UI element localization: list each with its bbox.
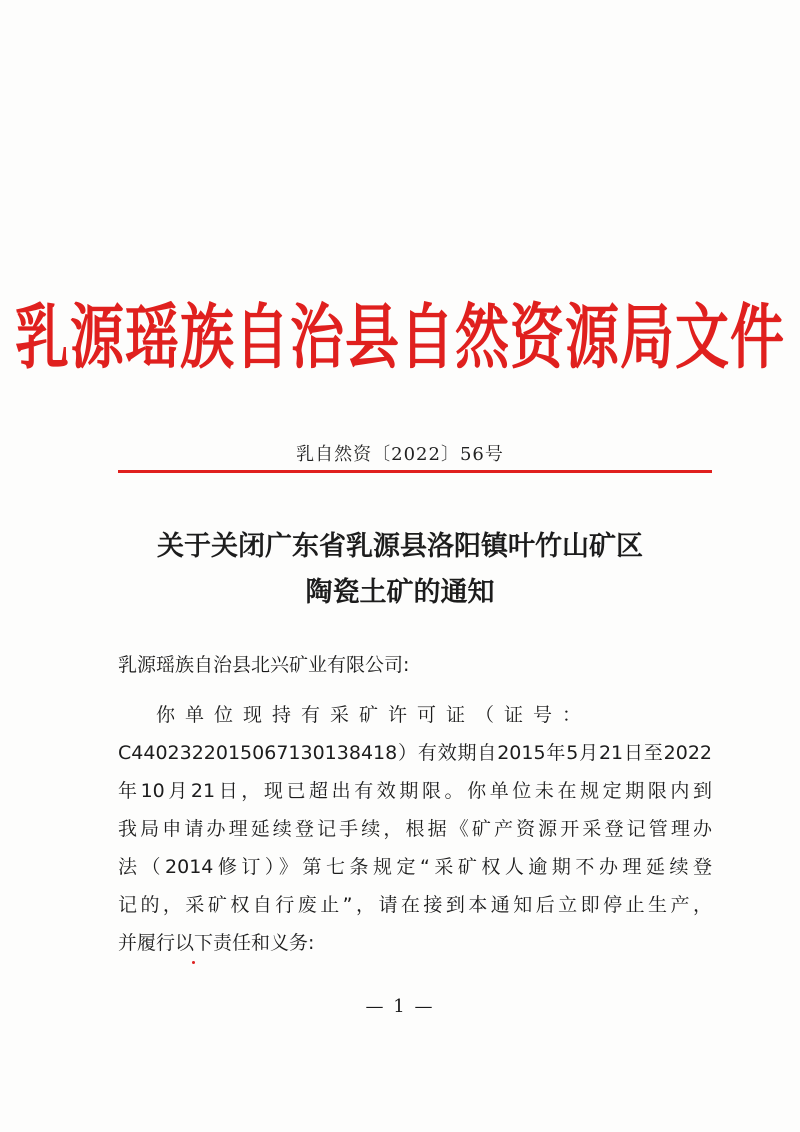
body-line: 并履行以下责任和义务: xyxy=(118,932,315,954)
body-line: 我局申请办理延续登记手续，根据《矿产资源开采登记管理办 xyxy=(118,818,712,840)
notice-title-line-2: 陶瓷土矿的通知 xyxy=(305,577,495,608)
body-line: 法（2014修订）》第七条规定“采矿权人逾期不办理延续登 xyxy=(118,856,712,878)
red-divider-line xyxy=(118,470,712,473)
body-line: 记的，采矿权自行废止”，请在接到本通知后立即停止生产， xyxy=(118,894,712,916)
addressee: 乳源瑶族自治县北兴矿业有限公司: xyxy=(118,654,410,676)
document-number: 乳自然资〔2022〕56号 xyxy=(296,444,504,465)
notice-title xyxy=(0,524,800,616)
ink-speck xyxy=(192,961,195,964)
body-line: 你单位现持有采矿许可证（证号： xyxy=(156,704,592,726)
body-line: C4402322015067130138418）有效期自2015年5月21日至2022 xyxy=(118,742,712,764)
body-line: 年10月21日，现已超出有效期限。你单位未在规定期限内到 xyxy=(118,780,712,802)
notice-body xyxy=(118,696,712,962)
notice-title-line-1: 关于关闭广东省乳源县洛阳镇叶竹山矿区 xyxy=(157,531,643,562)
page-number: — 1 — xyxy=(365,996,435,1017)
issuing-authority-header: 乳源瑶族自治县自然资源局文件 xyxy=(15,296,785,379)
